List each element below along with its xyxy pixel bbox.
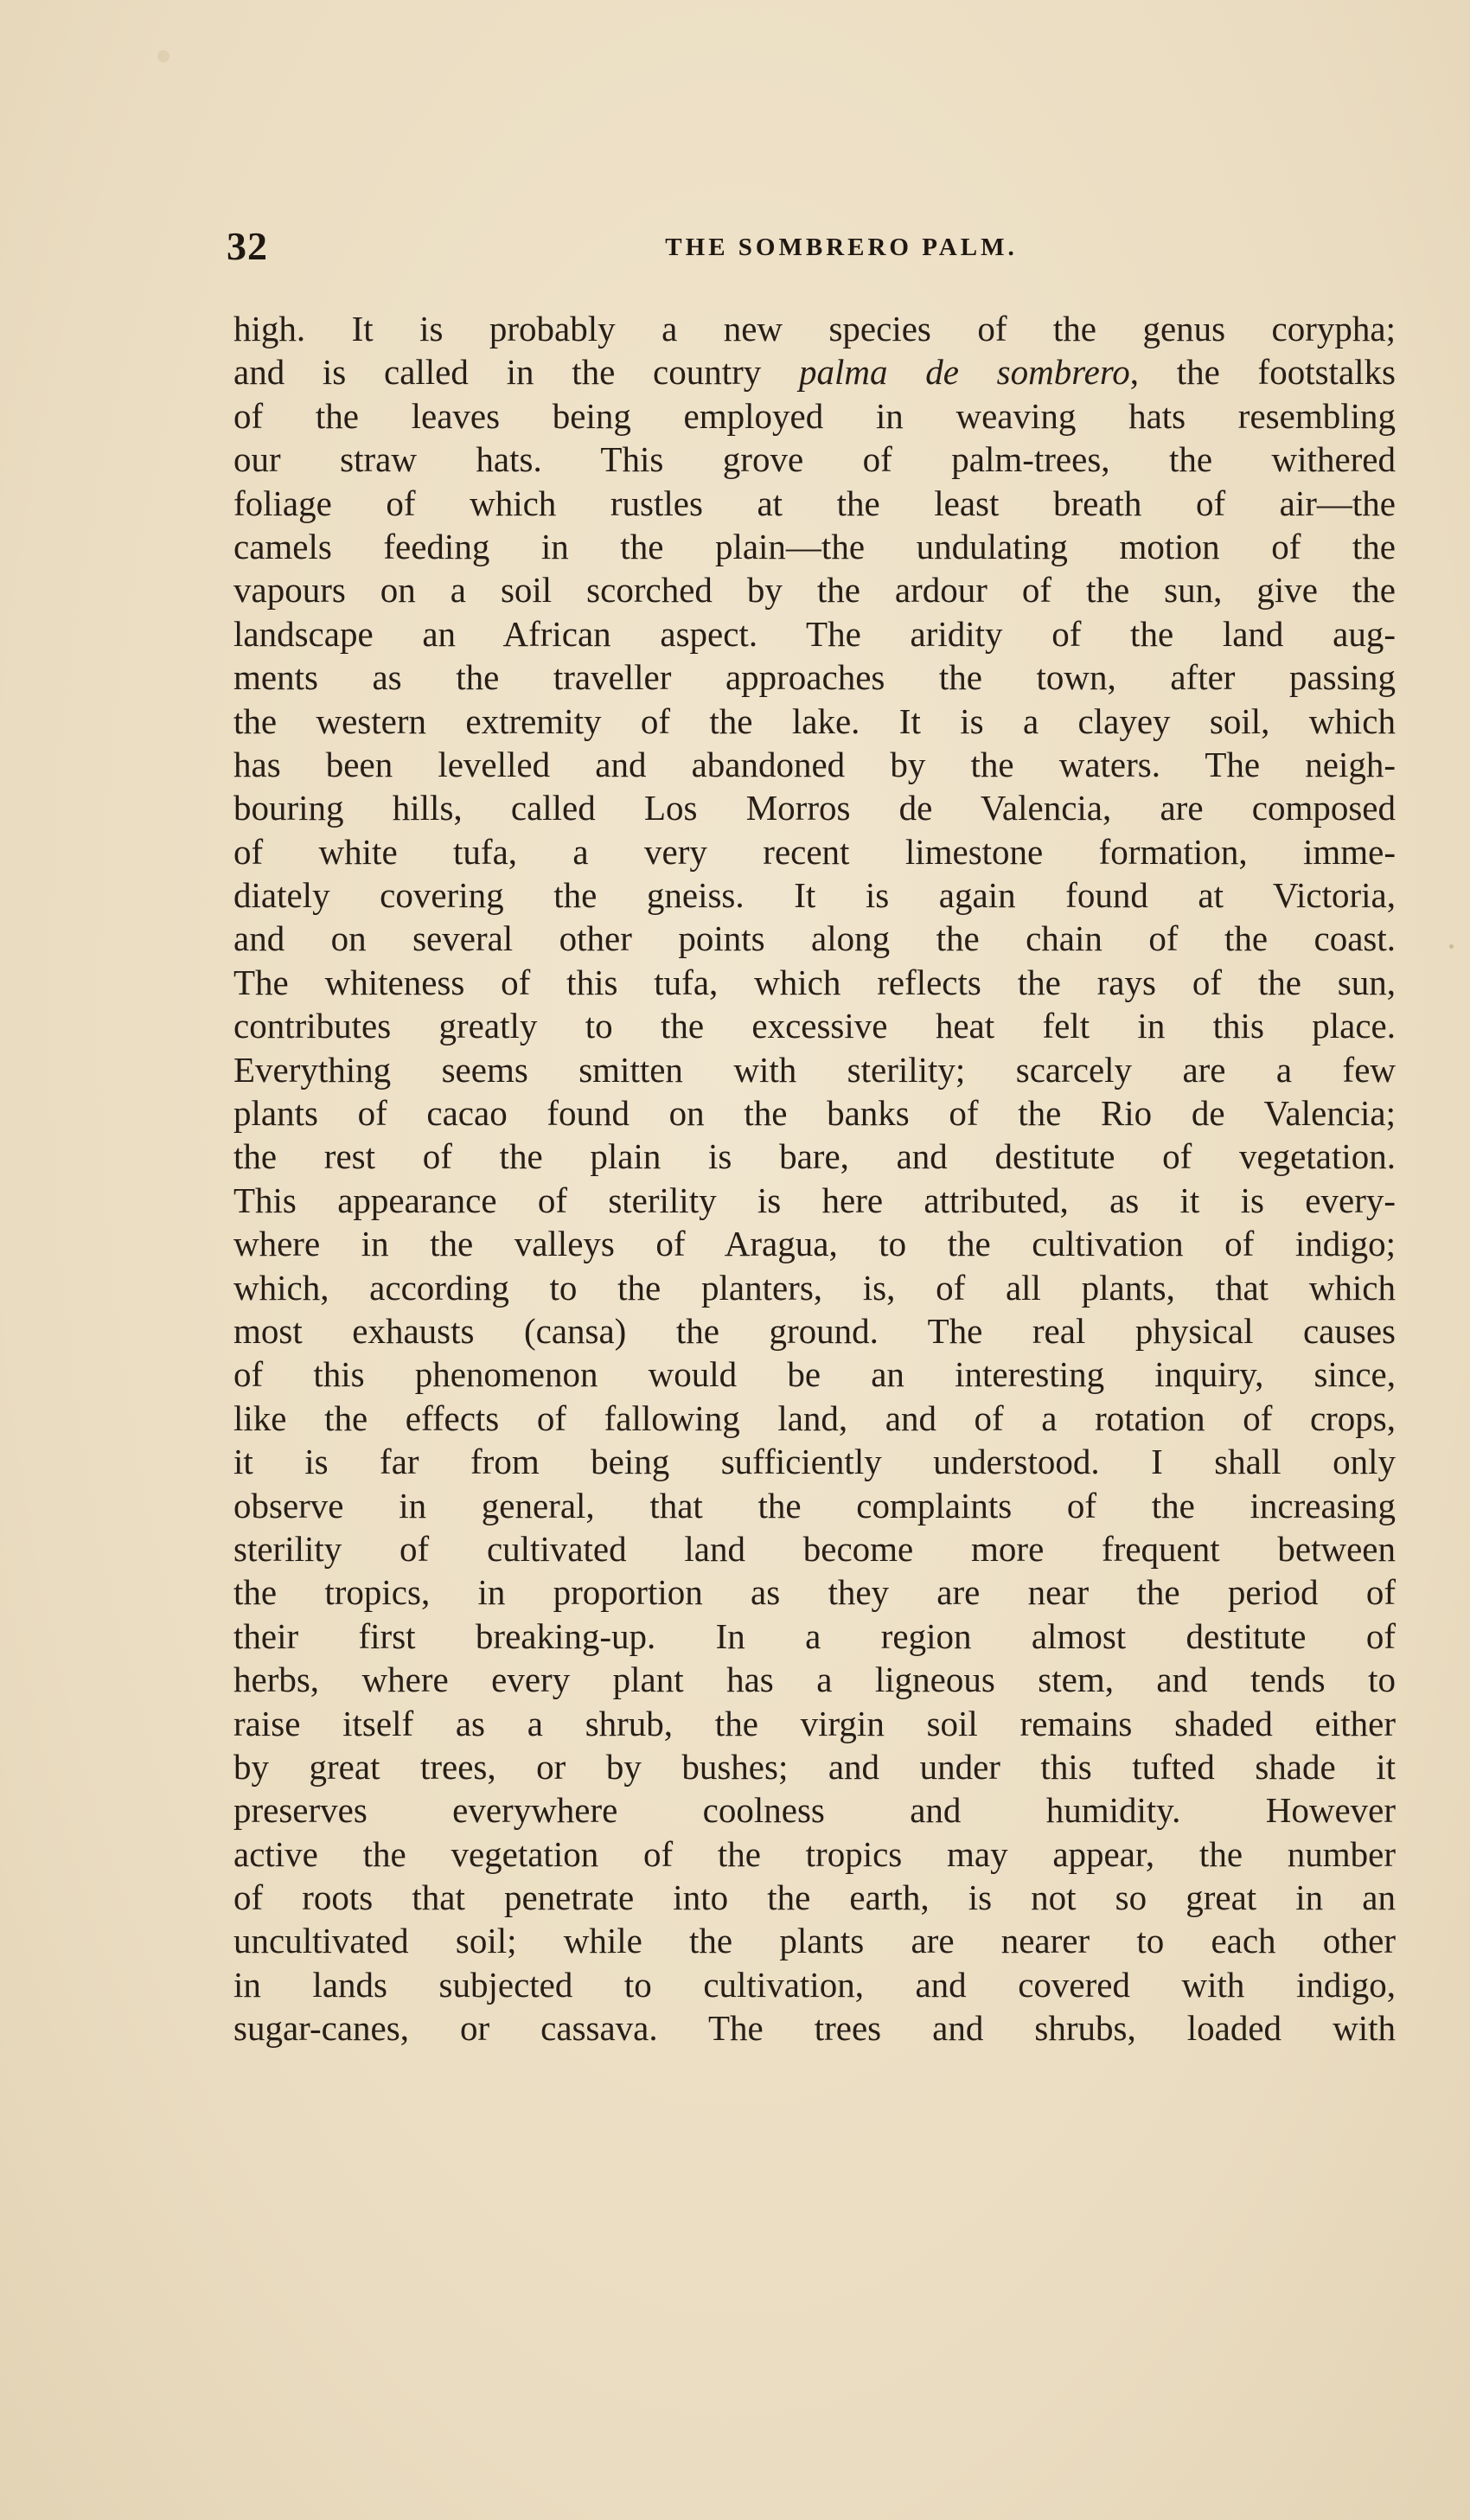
running-head: THE SOMBRERO PALM. — [665, 233, 1018, 261]
paper-speck — [157, 50, 169, 62]
text-line: like the effects of fallowing land, and of a rotation of crops, — [233, 1398, 1396, 1438]
text-line: has been levelled and abandoned by the waters. The neigh- — [233, 744, 1396, 784]
italic-phrase: palma de sombrero — [798, 352, 1130, 393]
text-line: The whiteness of this tufa, which reflects the rays of the sun, — [233, 962, 1396, 1002]
text-line: vapours on a soil scorched by the ardour of the sun, give the — [233, 570, 1396, 611]
text-line: camels feeding in the plain—the undulating motion of the — [233, 526, 1396, 566]
text-line: active the vegetation of the tropics may appear, the number — [233, 1833, 1396, 1874]
body-text — [233, 307, 1396, 2050]
text-line: and on several other points along the chain of the coast. — [233, 918, 1396, 959]
text-line: high. It is probably a new species of the genus corypha; — [233, 309, 1396, 349]
text-run: and is called in the country — [233, 352, 799, 393]
text-line: of this phenomenon would be an interesting inquiry, since, — [233, 1354, 1396, 1395]
text-line: of roots that penetrate into the earth, is not so great in an — [233, 1877, 1396, 1918]
text-line: where in the valleys of Aragua, to the cultivation of indigo; — [233, 1224, 1396, 1264]
text-line: which, according to the planters, is, of all plants, that which — [233, 1267, 1396, 1308]
text-line: our straw hats. This grove of palm-trees, the withered — [233, 439, 1396, 480]
text-line: bouring hills, called Los Morros de Valencia, are composed — [233, 788, 1396, 828]
text-line: by great trees, or by bushes; and under this tufted shade it — [233, 1746, 1396, 1787]
text-line: raise itself as a shrub, the virgin soil remains shaded either — [233, 1703, 1396, 1743]
text-line: sterility of cultivated land become more frequent between — [233, 1528, 1396, 1569]
text-line: ments as the traveller approaches the town, after passing — [233, 657, 1396, 698]
text-line: their first breaking-up. In a region almost destitute of — [233, 1615, 1396, 1656]
text-line: the rest of the plain is bare, and destitute of vegetation. — [233, 1136, 1396, 1177]
text-line: This appearance of sterility is here attributed, as it is every- — [233, 1180, 1396, 1220]
text-line: the western extremity of the lake. It is a clayey soil, which — [233, 700, 1396, 741]
text-line: sugar-canes, or cassava. The trees and shrubs, loaded with — [233, 2008, 1396, 2049]
text-line: preserves everywhere coolness and humidity. However — [233, 1790, 1396, 1831]
text-line: the tropics, in proportion as they are near the period of — [233, 1572, 1396, 1613]
text-line: it is far from being sufficiently understood. I shall only — [233, 1442, 1396, 1482]
page-header — [227, 223, 1396, 275]
text-line: of the leaves being employed in weaving hats resembling — [233, 395, 1396, 436]
text-line: of white tufa, a very recent limestone formation, imme- — [233, 831, 1396, 872]
text-line: herbs, where every plant has a ligneous stem, and tends to — [233, 1660, 1396, 1700]
text-line: uncultivated soil; while the plants are nearer to each other — [233, 1921, 1396, 1961]
text-line: in lands subjected to cultivation, and covered with indigo, — [233, 1964, 1396, 2005]
text-line: plants of cacao found on the banks of the Rio de Valencia; — [233, 1093, 1396, 1134]
text-line: observe in general, that the complaints of the increasing — [233, 1485, 1396, 1525]
text-run: , the footstalks — [1129, 352, 1396, 393]
text-line: diately covering the gneiss. It is again found at Victoria, — [233, 875, 1396, 916]
text-line: Everything seems smitten with sterility; scarcely are a few — [233, 1049, 1396, 1090]
text-line: most exhausts (cansa) the ground. The real physical causes — [233, 1310, 1396, 1351]
text-line: contributes greatly to the excessive heat felt in this place. — [233, 1006, 1396, 1046]
text-line: landscape an African aspect. The aridity of the land aug- — [233, 613, 1396, 654]
text-line — [233, 350, 1396, 393]
paper-speck — [1449, 944, 1454, 949]
page-number: 32 — [227, 224, 268, 268]
text-line: foliage of which rustles at the least breath of air—the — [233, 483, 1396, 523]
